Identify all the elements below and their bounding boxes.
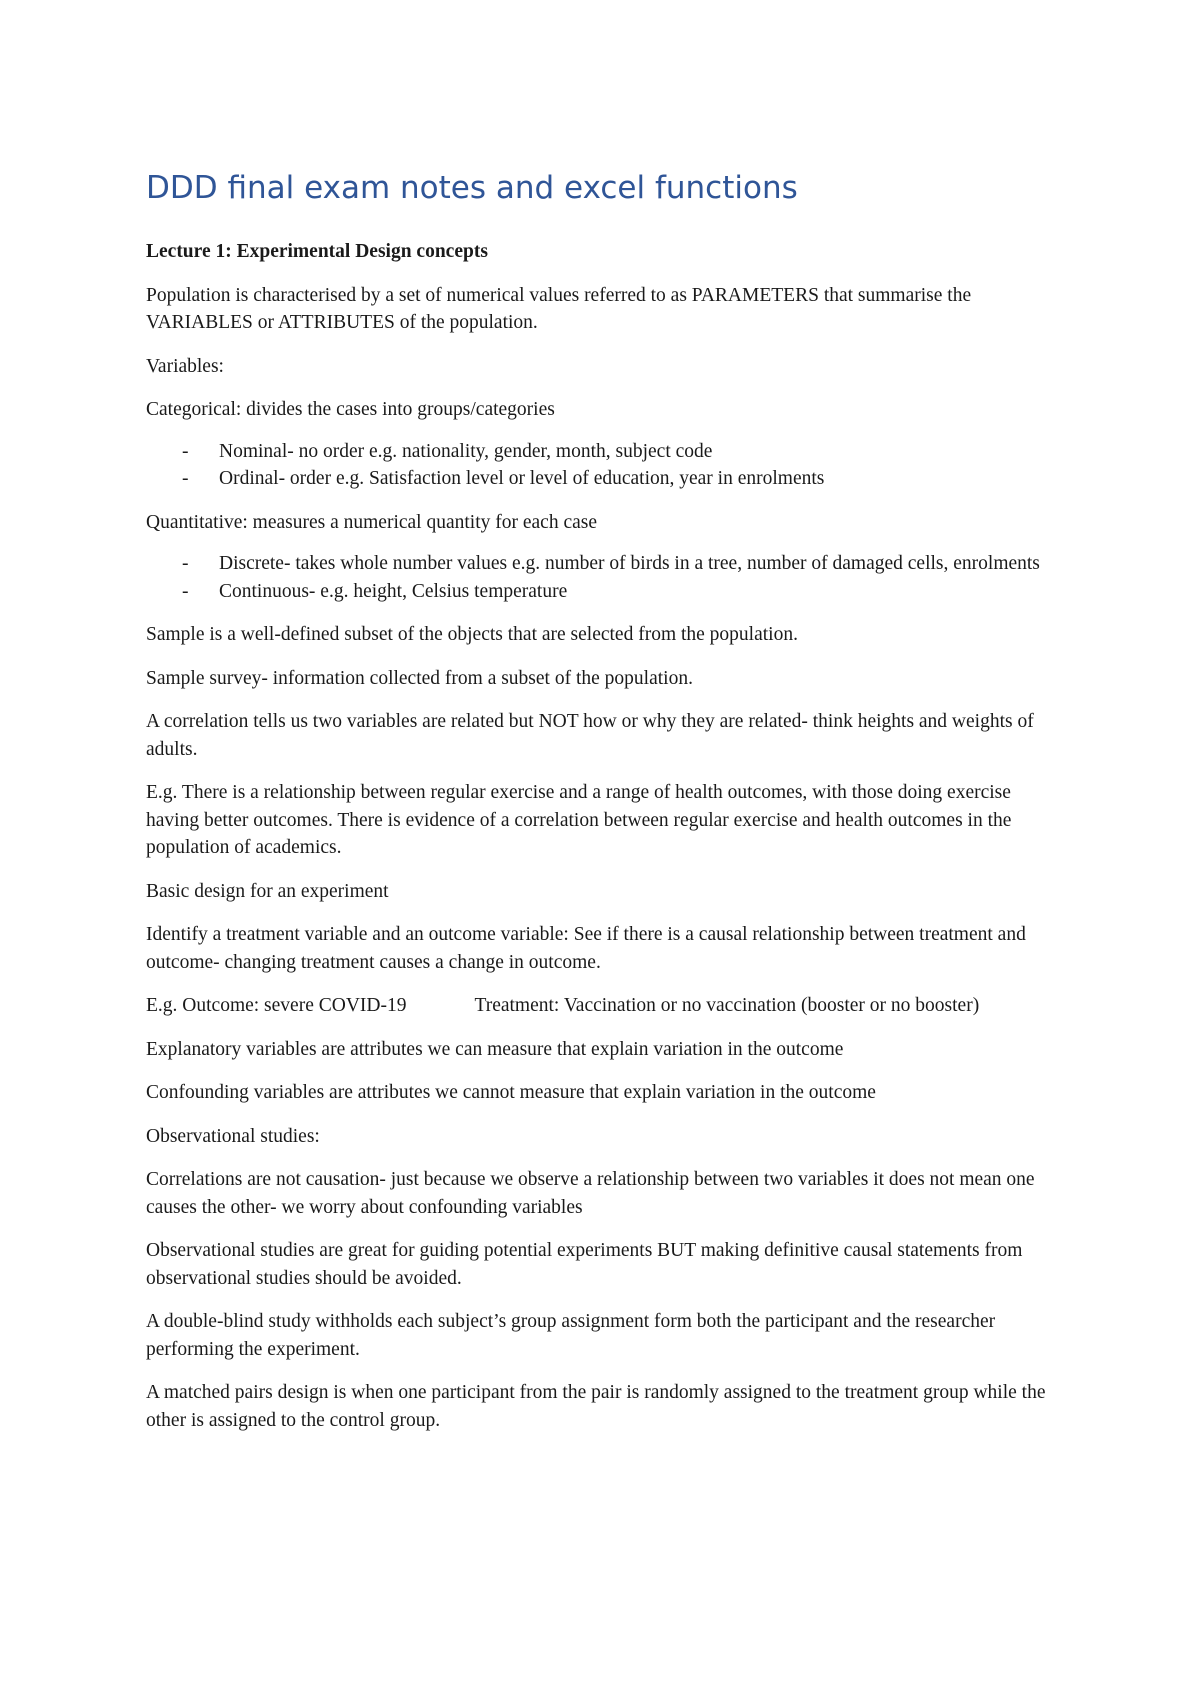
paragraph-sample-survey: Sample survey- information collected from a subset of the population.	[146, 667, 693, 689]
paragraph-basic-design: Basic design for an experiment	[146, 880, 389, 902]
list-item	[146, 438, 1066, 466]
paragraph-variables: Variables:	[146, 355, 224, 377]
quantitative-list	[146, 550, 1066, 605]
list-item	[146, 550, 1066, 578]
list-item-text: Discrete- takes whole number values e.g. number of birds in a tree, number of damaged cells, enrolments	[219, 553, 1040, 574]
list-dash: -	[182, 553, 189, 574]
list-item	[146, 465, 1066, 493]
paragraph-explanatory: Explanatory variables are attributes we can measure that explain variation in the outcome	[146, 1038, 844, 1060]
paragraph-matched-pairs: A matched pairs design is when one participant from the pair is randomly assigned to the treatment group while the other is assigned to the control group.	[146, 1382, 1046, 1431]
paragraph-not-causation: Correlations are not causation- just because we observe a relationship between two variables it does not mean one causes the other- we worry about confounding variables	[146, 1169, 1035, 1218]
paragraph-categorical: Categorical: divides the cases into groups/categories	[146, 399, 555, 420]
paragraph-confounding: Confounding variables are attributes we cannot measure that explain variation in the outcome	[146, 1082, 876, 1103]
example-treatment: Treatment: Vaccination or no vaccination (booster or no booster)	[474, 995, 980, 1016]
document-body	[146, 168, 1066, 1450]
paragraph-correlation: A correlation tells us two variables are related but NOT how or why they are related- think heights and weights of adults.	[146, 711, 1034, 760]
list-item	[146, 578, 1066, 606]
categorical-list	[146, 438, 1066, 493]
paragraph-example-covid	[146, 992, 1066, 1020]
list-item-text: Ordinal- order e.g. Satisfaction level or level of education, year in enrolments	[219, 468, 825, 489]
list-item-text: Nominal- no order e.g. nationality, gender, month, subject code	[219, 440, 713, 462]
example-outcome: E.g. Outcome: severe COVID-19	[146, 995, 407, 1016]
document-title: DDD final exam notes and excel functions	[146, 170, 798, 206]
paragraph-population: Population is characterised by a set of numerical values referred to as PARAMETERS that summarise the VARIABLES or ATTRIBUTES of the population.	[146, 284, 972, 333]
paragraph-observational: Observational studies:	[146, 1125, 320, 1147]
section-heading: Lecture 1: Experimental Design concepts	[146, 241, 488, 262]
list-dash: -	[182, 468, 189, 489]
paragraph-example-exercise: E.g. There is a relationship between regular exercise and a range of health outcomes, with those doing exercise having better outcomes. There is evidence of a correlation between regular exercise and health outcomes in the population of academics.	[146, 782, 1012, 858]
paragraph-quantitative: Quantitative: measures a numerical quantity for each case	[146, 511, 598, 533]
list-item-text: Continuous- e.g. height, Celsius temperature	[219, 580, 568, 602]
paragraph-identify: Identify a treatment variable and an outcome variable: See if there is a causal relationship between treatment and outcome- changing treatment causes a change in outcome.	[146, 924, 1026, 973]
list-dash: -	[182, 440, 189, 462]
paragraph-guiding: Observational studies are great for guiding potential experiments BUT making definitive causal statements from observational studies should be avoided.	[146, 1240, 1023, 1289]
paragraph-double-blind: A double-blind study withholds each subject’s group assignment form both the participant and the researcher performing the experiment.	[146, 1311, 996, 1360]
paragraph-sample: Sample is a well-defined subset of the objects that are selected from the population.	[146, 624, 798, 645]
list-dash: -	[182, 580, 189, 602]
